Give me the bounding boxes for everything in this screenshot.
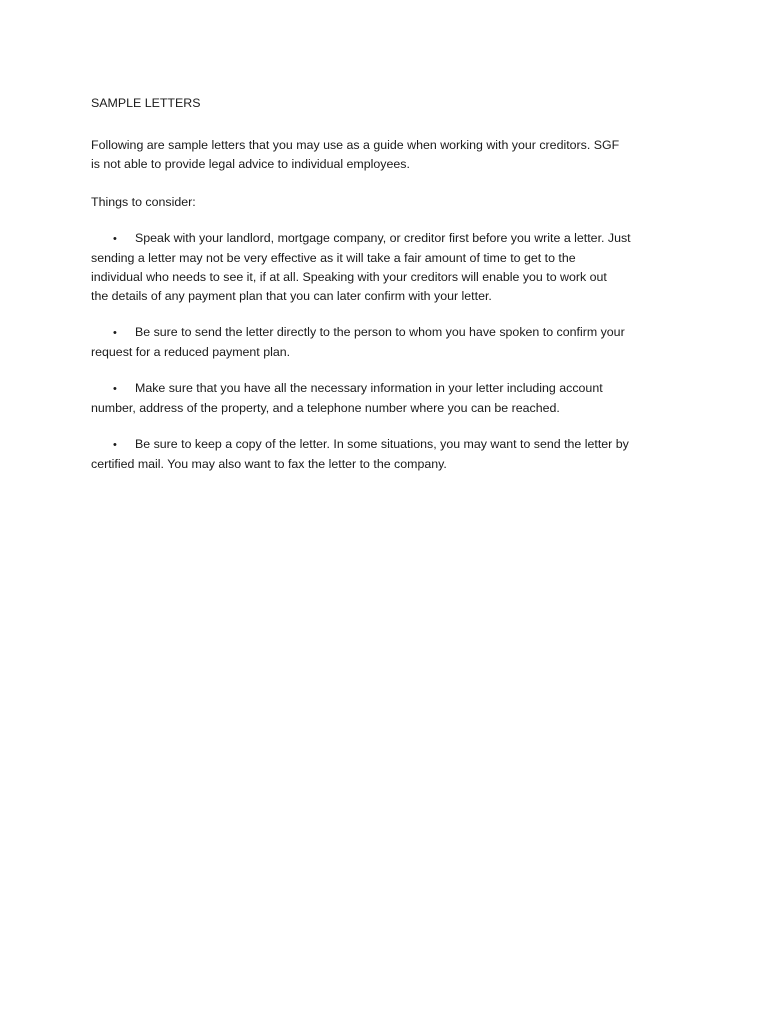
bullet-text: Make sure that you have all the necessary information in your letter including account <box>135 381 603 395</box>
bullet-text: Be sure to keep a copy of the letter. In some situations, you may want to send the letter by <box>135 437 629 451</box>
intro-paragraph <box>91 136 671 174</box>
bullet-icon: • <box>113 439 117 451</box>
bullet-first-line <box>91 229 671 249</box>
bullet-icon: • <box>113 233 117 245</box>
bullet-icon: • <box>113 327 117 339</box>
bullet-item <box>91 379 671 418</box>
bullet-line: individual who needs to see it, if at all. Speaking with your creditors will enable you to work out <box>91 270 607 284</box>
bullet-line: request for a reduced payment plan. <box>91 345 291 359</box>
document-heading: SAMPLE LETTERS <box>91 96 201 110</box>
bullet-item <box>91 323 671 362</box>
bullet-first-line <box>91 379 671 399</box>
intro-line: is not able to provide legal advice to individual employees. <box>91 157 410 171</box>
bullet-line: sending a letter may not be very effective as it will take a fair amount of time to get to the <box>91 251 576 265</box>
bullet-text: Speak with your landlord, mortgage company, or creditor first before you write a letter. Just <box>135 231 631 245</box>
document-body <box>91 94 671 474</box>
bullet-item <box>91 229 671 306</box>
bullet-line: number, address of the property, and a telephone number where you can be reached. <box>91 401 560 415</box>
bullet-item <box>91 435 671 474</box>
bullet-first-line <box>91 435 671 455</box>
bullet-icon: • <box>113 383 117 395</box>
things-to-consider-label: Things to consider: <box>91 195 196 209</box>
bullet-text: Be sure to send the letter directly to the person to whom you have spoken to confirm your <box>135 325 625 339</box>
bullet-line: certified mail. You may also want to fax the letter to the company. <box>91 457 447 471</box>
intro-line: Following are sample letters that you may use as a guide when working with your creditors. SGF <box>91 138 620 152</box>
bullet-first-line <box>91 323 671 343</box>
bullet-line: the details of any payment plan that you can later confirm with your letter. <box>91 289 492 303</box>
